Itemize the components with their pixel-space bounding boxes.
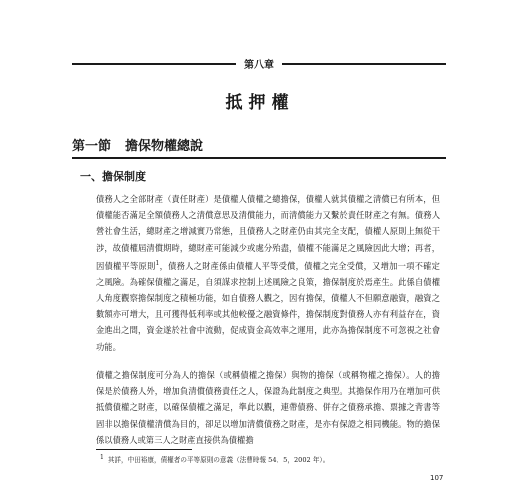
section-number: 第一節 — [72, 138, 112, 154]
chapter-title: 抵押權 — [225, 93, 295, 113]
footnote — [100, 454, 329, 464]
footnote-rule — [96, 449, 192, 450]
section-underline — [72, 157, 446, 159]
page-number: 107 — [430, 474, 444, 482]
footnote-ref: 1 — [155, 259, 160, 267]
footnote-marker: 1 — [100, 454, 104, 461]
chapter-label: 第八章 — [236, 56, 282, 71]
paragraph-1-rest: ，債務人之財產係由債權人平等受償，債權之完全受償，又增加一項不確定之風險。為確保債權之滿足，自須謀求控制上述風險之良策，擔保制度於焉產生。此係自債權人角度觀察擔保制度之積極功能，如自債務人觀之，因有擔保，債權人不但願意融資，融資之數額亦可增大，且可獲得低利率或其他較優之融資條件，擔保制度對債務人亦有利益存在，資金進出之間，資金遂於社會中流動，促成資金高效率之運用，此亦為擔保制度不可忽視之社會功能。 — [96, 260, 440, 352]
footnote-text: 其詳，中田裕康，債權者の平等原則の意義（法曹時報 54．5，2002 年）。 — [107, 456, 330, 465]
subheading: 一、擔保制度 — [80, 170, 146, 183]
section-title: 擔保物權總說 — [125, 138, 204, 154]
chapter-header — [72, 54, 446, 72]
paragraph-1 — [96, 191, 440, 355]
paragraph-2: 債權之擔保制度可分為人的擔保（或稱債權之擔保）與物的擔保（或稱物權之擔保）。人的擔保是於債務人外，增加負清償債務責任之人，保證為此制度之典型。其擔保作用乃在增加可供抵償債權之財產，以確保債權之滿足，準此以觀，連帶債務、併存之債務承擔、票據之背書等固非以擔保債權清償為目的，卻足以增加清償債務之財產，是亦有保證之相同機能。物的擔保係以債務人或第三人之財產直接供為債權擔 — [96, 370, 440, 445]
section-heading — [72, 132, 446, 156]
paragraph-1-start: 債務人之全部財產（責任財產）是債權人債權之總擔保，債權人就其債權之清償已有所本，但債權能否滿足全額債務人之清償意思及清償能力，而清償能力又繫於責任財產之有無。債務人營社會生活，總財產之增減實乃常態，且債務人之財產仍由其完全支配，債權人原則上無從干涉，故債權屆清償期時，總財產可能減少或處分殆盡，債權不能滿足之風險因此大增；再者，因債權平等原則 — [96, 194, 440, 271]
